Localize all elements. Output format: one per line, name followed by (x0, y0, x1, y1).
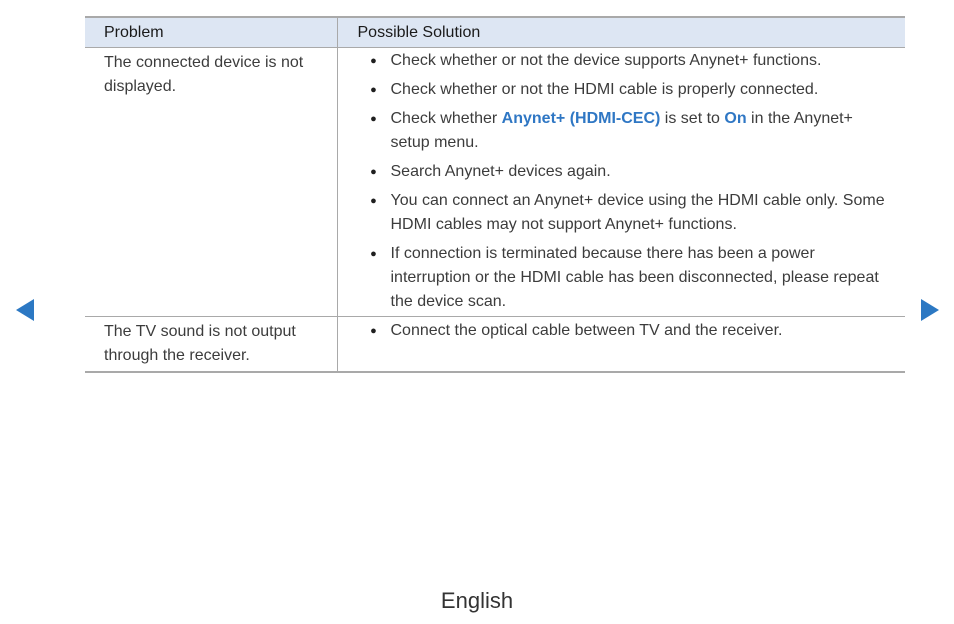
solution-item (369, 160, 888, 184)
triangle-right-icon[interactable] (921, 299, 939, 321)
bullet-icon: ● (370, 166, 377, 178)
solution-cell (337, 317, 905, 373)
solution-text: Check whether or not the device supports Anynet+ functions. (390, 52, 822, 69)
problem-cell: The connected device is not displayed. (85, 48, 337, 317)
solution-text: Check whether or not the HDMI cable is properly connected. (390, 81, 819, 98)
solution-item (369, 107, 888, 155)
bullet-icon: ● (370, 84, 377, 96)
triangle-left-icon[interactable] (16, 299, 34, 321)
solution-item (369, 319, 888, 343)
table-row (85, 48, 905, 317)
footer-language-label: English (440, 588, 514, 613)
troubleshooting-table (85, 16, 905, 373)
problem-cell: The TV sound is not output through the receiver. (85, 317, 337, 373)
solution-text: Search Anynet+ devices again. (390, 163, 611, 180)
troubleshooting-table-container (85, 16, 905, 373)
bullet-icon: ● (370, 325, 377, 337)
solution-item (369, 242, 888, 314)
solution-text: You can connect an Anynet+ device using the HDMI cable only. Some HDMI cables may not support Anynet+ functions. (390, 192, 885, 233)
table-row (85, 317, 905, 373)
solution-cell (337, 48, 905, 317)
table-header-row (85, 17, 905, 48)
solution-text-prefix: Check whether (390, 110, 502, 127)
solution-text: If connection is terminated because there has been a power interruption or the HDMI cable has been disconnected, please repeat the device scan. (390, 245, 879, 310)
solution-list (369, 319, 888, 343)
setting-name-anynet-hdmi-cec: Anynet+ (HDMI-CEC) (501, 110, 661, 127)
setting-value-on: On (724, 110, 747, 127)
bullet-icon: ● (370, 55, 377, 67)
solution-item (369, 189, 888, 237)
bullet-icon: ● (370, 248, 377, 260)
header-problem: Problem (85, 17, 337, 48)
solution-list (369, 49, 888, 314)
solution-item (369, 78, 888, 102)
bullet-icon: ● (370, 195, 377, 207)
solution-item (369, 49, 888, 73)
solution-text-suffix: in the Anynet+ setup menu. (390, 110, 853, 151)
solution-text-middle: is set to (660, 110, 725, 127)
bullet-icon: ● (370, 113, 377, 125)
solution-text: Connect the optical cable between TV and the receiver. (390, 322, 783, 339)
header-possible-solution: Possible Solution (337, 17, 905, 48)
